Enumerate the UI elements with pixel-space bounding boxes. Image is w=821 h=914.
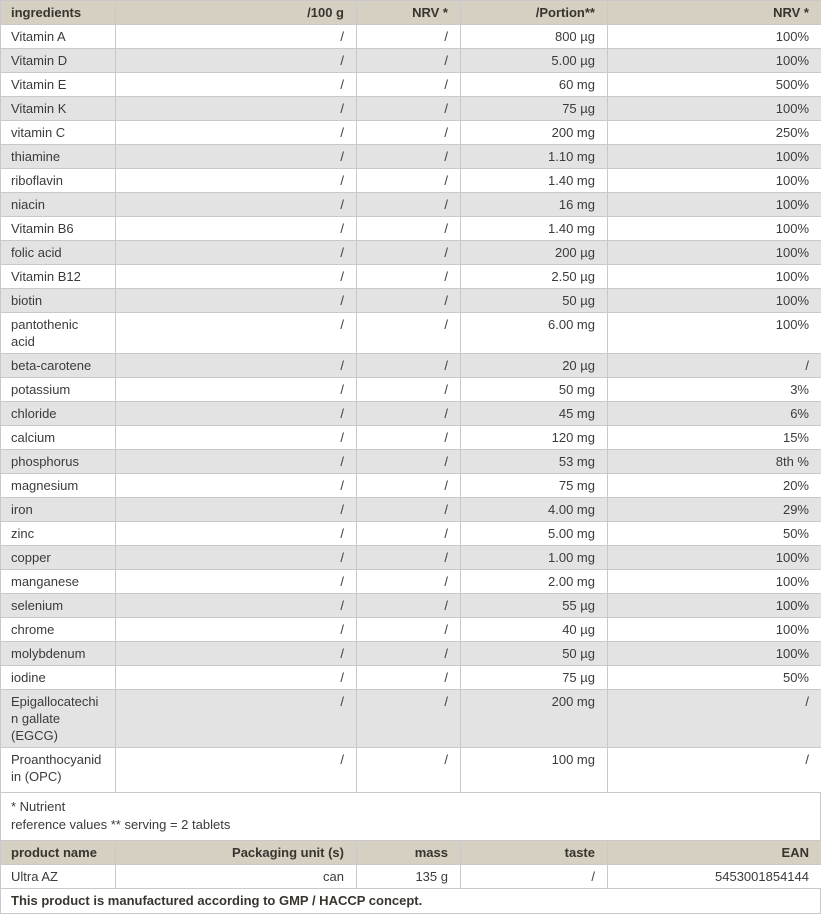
table-cell: 100% — [608, 241, 821, 265]
table-cell: vitamin C — [1, 121, 116, 145]
footnote-line: * Nutrient — [11, 798, 810, 816]
table-cell: / — [116, 570, 357, 594]
table-cell: 5.00 mg — [461, 522, 608, 546]
table-row — [1, 426, 821, 450]
table-cell: 4.00 mg — [461, 498, 608, 522]
table-row — [1, 169, 821, 193]
table-cell: 100% — [608, 193, 821, 217]
table-cell: / — [357, 73, 461, 97]
table-cell: riboflavin — [1, 169, 116, 193]
table-cell: 250% — [608, 121, 821, 145]
table-cell: 16 mg — [461, 193, 608, 217]
table-row — [1, 145, 821, 169]
table-cell: / — [116, 241, 357, 265]
table-cell: 2.00 mg — [461, 570, 608, 594]
table-cell: / — [116, 426, 357, 450]
table-cell: 15% — [608, 426, 821, 450]
table-cell: / — [116, 474, 357, 498]
table-row — [1, 49, 821, 73]
table-row — [1, 690, 821, 748]
table-cell: 100% — [608, 546, 821, 570]
table-cell: 100 mg — [461, 748, 608, 793]
table-cell: Vitamin A — [1, 25, 116, 49]
table-cell: 100% — [608, 217, 821, 241]
table-cell: / — [357, 474, 461, 498]
table-cell: 200 mg — [461, 690, 608, 748]
table-cell: / — [116, 378, 357, 402]
table-cell: 100% — [608, 97, 821, 121]
table-cell: 120 mg — [461, 426, 608, 450]
table-cell: 75 µg — [461, 97, 608, 121]
table-row — [1, 73, 821, 97]
table-cell: 100% — [608, 145, 821, 169]
table-row — [1, 865, 821, 889]
col-header-per-100g: /100 g — [116, 1, 357, 25]
table-cell: 100% — [608, 594, 821, 618]
table-cell: 800 µg — [461, 25, 608, 49]
table-row — [1, 570, 821, 594]
table-cell: / — [116, 594, 357, 618]
table-cell: / — [116, 193, 357, 217]
table-cell: 2.50 µg — [461, 265, 608, 289]
table-cell: 135 g — [357, 865, 461, 889]
table-row — [1, 402, 821, 426]
table-row — [1, 97, 821, 121]
table-cell: / — [116, 265, 357, 289]
table-cell: 200 mg — [461, 121, 608, 145]
col-header-per-portion: /Portion** — [461, 1, 608, 25]
table-cell: / — [116, 522, 357, 546]
table-cell: 20 µg — [461, 354, 608, 378]
table-cell: / — [116, 313, 357, 354]
nutrition-table-body — [1, 25, 821, 793]
footnote-line: reference values ** serving = 2 tablets — [11, 816, 810, 834]
table-cell: / — [116, 217, 357, 241]
col-header-ean: EAN — [608, 841, 821, 865]
table-row — [1, 193, 821, 217]
table-cell: phosphorus — [1, 450, 116, 474]
table-cell: / — [116, 145, 357, 169]
table-cell: 100% — [608, 49, 821, 73]
table-cell: 50% — [608, 666, 821, 690]
table-cell: / — [357, 618, 461, 642]
table-cell: / — [357, 378, 461, 402]
table-cell: Vitamin B12 — [1, 265, 116, 289]
col-header-nrv-100g: NRV * — [357, 1, 461, 25]
table-cell: / — [357, 241, 461, 265]
table-cell: 500% — [608, 73, 821, 97]
table-cell: / — [116, 121, 357, 145]
col-header-product-name: product name — [1, 841, 116, 865]
table-row — [1, 217, 821, 241]
product-table-body — [1, 865, 821, 889]
table-cell: 75 µg — [461, 666, 608, 690]
table-cell: / — [357, 402, 461, 426]
table-cell: 1.00 mg — [461, 546, 608, 570]
table-cell: / — [116, 666, 357, 690]
table-cell: / — [357, 498, 461, 522]
table-cell: / — [116, 25, 357, 49]
table-cell: 55 µg — [461, 594, 608, 618]
table-row — [1, 241, 821, 265]
table-cell: copper — [1, 546, 116, 570]
table-cell: / — [357, 193, 461, 217]
table-cell: / — [116, 97, 357, 121]
table-cell: chrome — [1, 618, 116, 642]
col-header-ingredients: ingredients — [1, 1, 116, 25]
col-header-mass: mass — [357, 841, 461, 865]
footnote — [0, 793, 821, 841]
table-cell: 29% — [608, 498, 821, 522]
nutrition-table-header-row — [1, 1, 821, 25]
table-cell: 20% — [608, 474, 821, 498]
table-cell: iron — [1, 498, 116, 522]
table-cell: 45 mg — [461, 402, 608, 426]
table-cell: 100% — [608, 169, 821, 193]
gmp-haccp-note: This product is manufactured according to GMP / HACCP concept. — [0, 889, 821, 914]
table-row — [1, 265, 821, 289]
table-cell: 100% — [608, 570, 821, 594]
table-cell: 5.00 µg — [461, 49, 608, 73]
table-cell: / — [357, 522, 461, 546]
table-cell: Vitamin E — [1, 73, 116, 97]
table-cell: / — [357, 49, 461, 73]
table-cell: / — [608, 690, 821, 748]
table-cell: / — [608, 748, 821, 793]
table-cell: / — [608, 354, 821, 378]
table-row — [1, 546, 821, 570]
table-cell: / — [357, 546, 461, 570]
table-row — [1, 474, 821, 498]
table-cell: / — [357, 426, 461, 450]
table-cell: / — [116, 498, 357, 522]
table-row — [1, 121, 821, 145]
table-cell: / — [357, 265, 461, 289]
table-cell: 100% — [608, 289, 821, 313]
table-cell: folic acid — [1, 241, 116, 265]
table-cell: thiamine — [1, 145, 116, 169]
table-cell: 6% — [608, 402, 821, 426]
table-cell: / — [357, 594, 461, 618]
table-cell: / — [116, 618, 357, 642]
table-cell: / — [116, 73, 357, 97]
table-cell: / — [357, 690, 461, 748]
table-cell: magnesium — [1, 474, 116, 498]
table-row — [1, 289, 821, 313]
table-cell: beta-carotene — [1, 354, 116, 378]
table-cell: Vitamin K — [1, 97, 116, 121]
table-cell: 50 mg — [461, 378, 608, 402]
table-cell: can — [116, 865, 357, 889]
table-row — [1, 594, 821, 618]
table-cell: / — [116, 690, 357, 748]
table-cell: / — [357, 217, 461, 241]
table-cell: biotin — [1, 289, 116, 313]
table-cell: / — [116, 748, 357, 793]
table-cell: 40 µg — [461, 618, 608, 642]
table-cell: / — [116, 289, 357, 313]
table-cell: / — [357, 570, 461, 594]
table-cell: 50% — [608, 522, 821, 546]
table-row — [1, 642, 821, 666]
col-header-taste: taste — [461, 841, 608, 865]
table-row — [1, 378, 821, 402]
table-cell: 60 mg — [461, 73, 608, 97]
table-cell: / — [357, 666, 461, 690]
col-header-nrv-portion: NRV * — [608, 1, 821, 25]
table-cell: 1.10 mg — [461, 145, 608, 169]
table-cell: calcium — [1, 426, 116, 450]
col-header-packaging-unit: Packaging unit (s) — [116, 841, 357, 865]
table-cell: / — [461, 865, 608, 889]
table-cell: 1.40 mg — [461, 217, 608, 241]
table-cell: Vitamin B6 — [1, 217, 116, 241]
table-cell: / — [116, 642, 357, 666]
table-cell: / — [116, 49, 357, 73]
table-cell: / — [357, 642, 461, 666]
table-cell: / — [116, 450, 357, 474]
table-cell: zinc — [1, 522, 116, 546]
product-table-header-row — [1, 841, 821, 865]
product-table — [0, 840, 821, 889]
table-cell: / — [357, 25, 461, 49]
table-row — [1, 450, 821, 474]
table-cell: / — [357, 748, 461, 793]
table-cell: iodine — [1, 666, 116, 690]
table-cell: manganese — [1, 570, 116, 594]
table-row — [1, 522, 821, 546]
table-cell: Epigallocatechin gallate (EGCG) — [1, 690, 116, 748]
table-cell: selenium — [1, 594, 116, 618]
table-cell: Ultra AZ — [1, 865, 116, 889]
table-cell: 8th % — [608, 450, 821, 474]
table-cell: 100% — [608, 642, 821, 666]
table-cell: / — [357, 354, 461, 378]
table-cell: / — [357, 97, 461, 121]
table-row — [1, 618, 821, 642]
table-cell: Vitamin D — [1, 49, 116, 73]
table-cell: 5453001854144 — [608, 865, 821, 889]
table-cell: pantothenic acid — [1, 313, 116, 354]
table-cell: / — [357, 145, 461, 169]
table-cell: 3% — [608, 378, 821, 402]
table-cell: 75 mg — [461, 474, 608, 498]
table-cell: molybdenum — [1, 642, 116, 666]
table-cell: 50 µg — [461, 289, 608, 313]
table-cell: 100% — [608, 265, 821, 289]
table-row — [1, 25, 821, 49]
table-cell: / — [357, 121, 461, 145]
table-cell: / — [116, 402, 357, 426]
table-cell: 1.40 mg — [461, 169, 608, 193]
table-cell: / — [116, 169, 357, 193]
table-cell: / — [357, 169, 461, 193]
table-row — [1, 354, 821, 378]
table-cell: / — [116, 546, 357, 570]
table-row — [1, 666, 821, 690]
table-cell: 100% — [608, 25, 821, 49]
table-cell: / — [357, 289, 461, 313]
table-cell: 6.00 mg — [461, 313, 608, 354]
table-cell: / — [116, 354, 357, 378]
table-cell: niacin — [1, 193, 116, 217]
table-row — [1, 498, 821, 522]
table-cell: 100% — [608, 618, 821, 642]
table-cell: Proanthocyanidin (OPC) — [1, 748, 116, 793]
table-cell: 200 µg — [461, 241, 608, 265]
table-row — [1, 748, 821, 793]
table-row — [1, 313, 821, 354]
table-cell: chloride — [1, 402, 116, 426]
table-cell: / — [357, 313, 461, 354]
table-cell: 50 µg — [461, 642, 608, 666]
table-cell: 53 mg — [461, 450, 608, 474]
table-cell: potassium — [1, 378, 116, 402]
table-cell: / — [357, 450, 461, 474]
table-cell: 100% — [608, 313, 821, 354]
